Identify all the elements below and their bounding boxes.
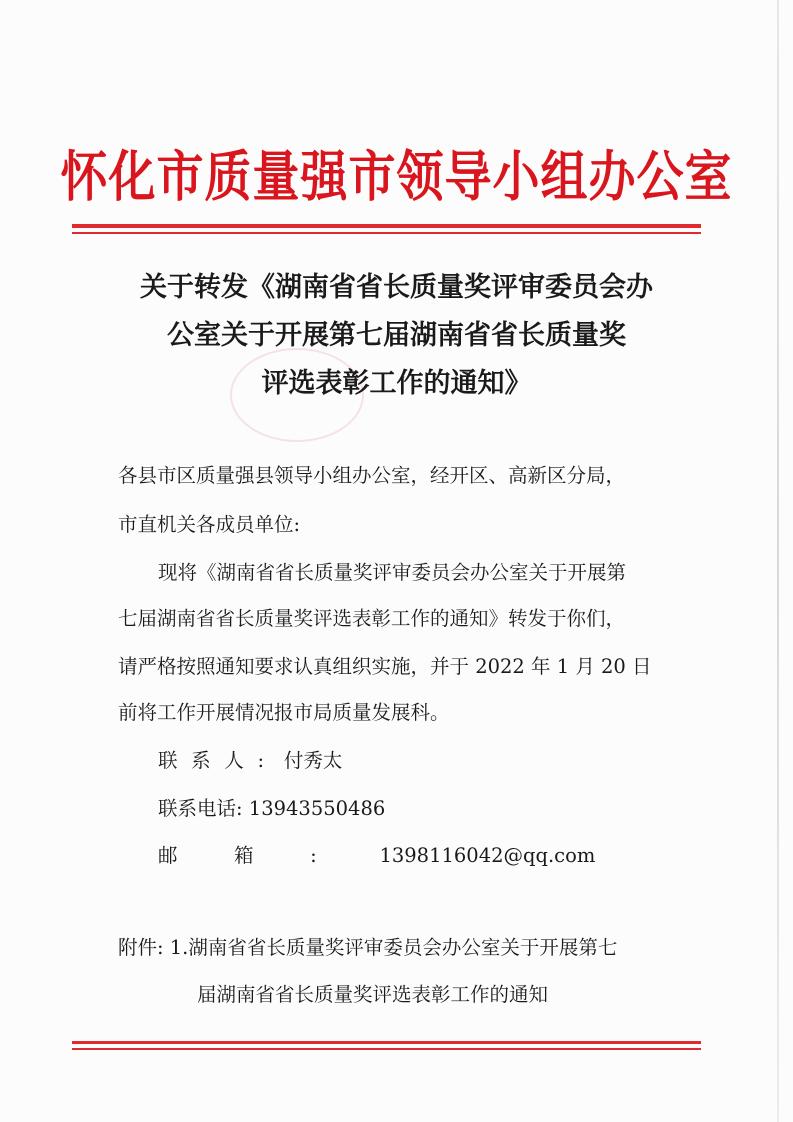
contact-phone-row [158, 793, 718, 821]
contact-phone-label: 联系电话: [158, 797, 243, 820]
addressee-line-2: 市直机关各成员单位: [118, 513, 301, 536]
footer-rule-thick [72, 1041, 701, 1044]
paragraph-line-3: 请严格按照通知要求认真组织实施，并于 2022 年 1 月 20 日 [118, 655, 652, 678]
contact-phone-value: 13943550486 [248, 797, 386, 820]
title-line-2: 公室关于开展第七届湖南省省长质量奖 [167, 320, 626, 351]
contact-person-value: 付秀太 [283, 749, 343, 772]
addressee-line-1: 各县市区质量强县领导小组办公室，经开区、高新区分局， [118, 464, 626, 487]
document-title [80, 264, 713, 408]
contact-person-row [158, 745, 718, 773]
paragraph-line-1: 现将《湖南省省长质量奖评审委员会办公室关于开展第 [158, 561, 627, 584]
letterhead-rule-thin [72, 232, 701, 234]
page-edge-shadow [777, 0, 779, 1122]
paragraph-line-2: 七届湖南省省长质量奖评选表彰工作的通知》转发于你们， [118, 607, 626, 630]
title-line-3: 评选表彰工作的通知》 [261, 368, 532, 399]
paragraph-line-4: 前将工作开展情况报市局质量发展科。 [118, 701, 450, 724]
letterhead-organization: 怀化市质量强市领导小组办公室 [60, 145, 733, 210]
contact-email-label: 邮箱: [158, 844, 374, 867]
title-line-1: 关于转发《湖南省省长质量奖评审委员会办 [140, 272, 653, 303]
attachment-line-2: 届湖南省省长质量奖评选表彰工作的通知 [197, 983, 549, 1006]
attachment-line-1: 附件: 1.湖南省省长质量奖评审委员会办公室关于开展第七 [118, 936, 618, 959]
contact-email-value: 1398116042@qq.com [379, 844, 596, 867]
contact-email-row [158, 840, 718, 868]
letterhead-rule-thick [72, 224, 701, 228]
footer-rule-thin [72, 1048, 701, 1050]
contact-person-label: 联系人: [158, 749, 278, 772]
